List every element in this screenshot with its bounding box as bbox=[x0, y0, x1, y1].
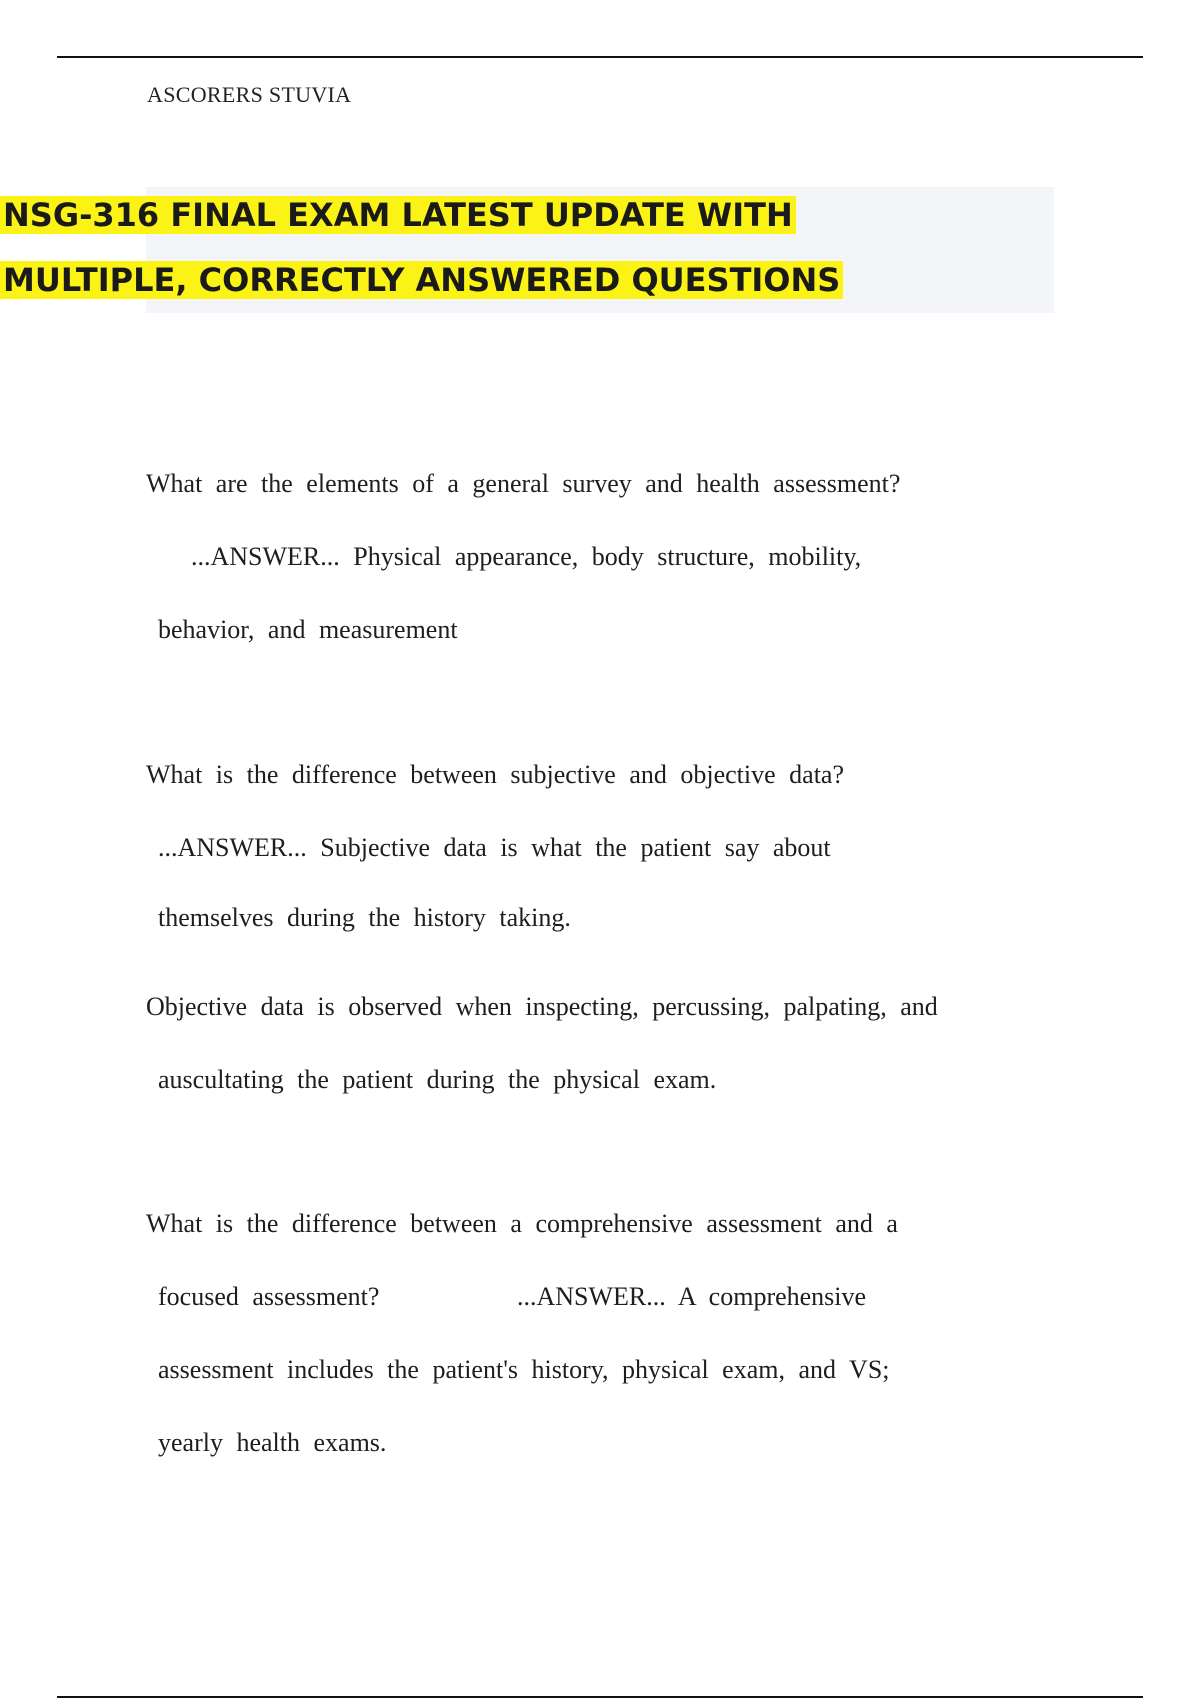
question-3-line-2: focused assessment? bbox=[158, 1282, 380, 1311]
question-3-line-1: What is the difference between a comprehensive assessment and a bbox=[146, 1209, 898, 1238]
answer-2-line-1: ...ANSWER... Subjective data is what the patient say about bbox=[158, 833, 831, 862]
question-2-line-1: What is the difference between subjective and objective data? bbox=[146, 760, 845, 789]
bottom-rule bbox=[57, 1696, 1143, 1698]
answer-1-line-1: ...ANSWER... Physical appearance, body structure, mobility, bbox=[191, 542, 862, 571]
answer-3-line-2: assessment includes the patient's history, physical exam, and VS; bbox=[158, 1355, 890, 1384]
answer-2-line-4: auscultating the patient during the physical exam. bbox=[158, 1065, 717, 1094]
question-1-line-1: What are the elements of a general survey and health assessment? bbox=[146, 469, 901, 498]
document-title-line-2 bbox=[0, 261, 1200, 299]
answer-2-line-3: Objective data is observed when inspecting, percussing, palpating, and bbox=[146, 992, 938, 1021]
top-rule bbox=[57, 56, 1143, 58]
document-title-line-1 bbox=[0, 196, 1200, 234]
answer-1-line-2: behavior, and measurement bbox=[158, 615, 458, 644]
answer-2-line-2: themselves during the history taking. bbox=[158, 903, 571, 932]
title-highlight-2: MULTIPLE, CORRECTLY ANSWERED QUESTIONS bbox=[0, 261, 843, 299]
header-brand: ASCORERS STUVIA bbox=[147, 82, 352, 107]
title-highlight-1: NSG-316 FINAL EXAM LATEST UPDATE WITH bbox=[0, 196, 796, 234]
answer-3-line-3: yearly health exams. bbox=[158, 1428, 387, 1457]
answer-3-line-1: ...ANSWER... A comprehensive bbox=[517, 1282, 867, 1311]
